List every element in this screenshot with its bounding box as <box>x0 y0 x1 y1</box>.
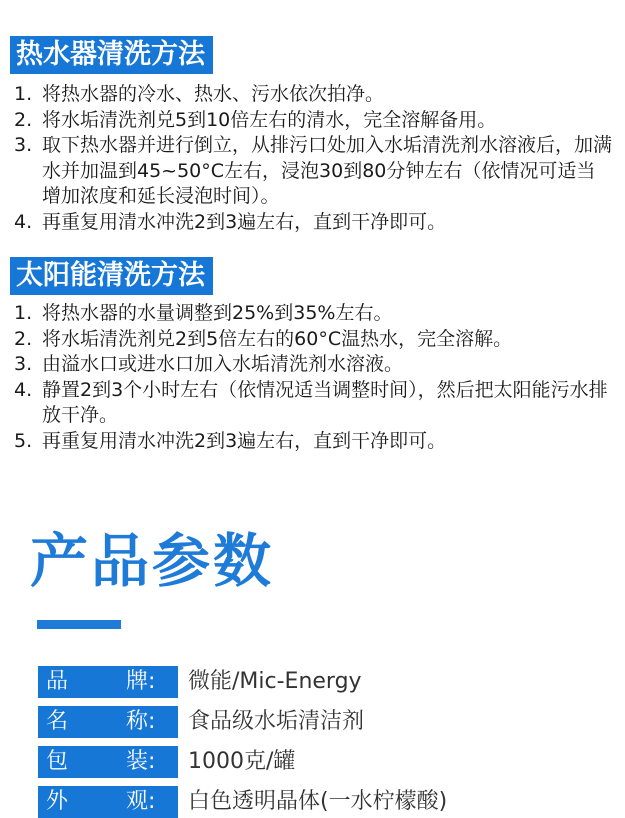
params-title: 产品参数 <box>30 527 275 595</box>
title-underline <box>37 620 121 629</box>
list-item: 2. 将水垢清洗剂兑2到5倍左右的60°C温热水，完全溶解。 <box>14 327 513 350</box>
param-label: 名 称: <box>38 706 178 738</box>
section-title-solar: 太阳能清洗方法 <box>10 257 213 295</box>
param-label: 包 装: <box>38 746 178 778</box>
solar-steps <box>14 301 614 455</box>
section-title-water-heater: 热水器清洗方法 <box>10 36 213 74</box>
list-item: 3. 取下热水器并进行倒立，从排污口处加入水垢清洗剂水溶液后，加满水并加温到45~50°C左右，浸泡30到80分钟左右（依情况可适当增加浓度和延长浸泡时间）。 <box>14 134 613 208</box>
param-value: 微能/Mic-Energy <box>188 669 362 694</box>
param-label: 外 观: <box>38 786 178 818</box>
param-value: 白色透明晶体(一水柠檬酸) <box>188 789 448 814</box>
list-item: 3. 由溢水口或进水口加入水垢清洗剂水溶液。 <box>14 353 404 376</box>
list-item: 5. 再重复用清水冲洗2到3遍左右，直到干净即可。 <box>14 429 447 452</box>
param-row-brand <box>38 666 598 698</box>
water-heater-steps <box>14 82 614 236</box>
list-item: 1. 将热水器的冷水、热水、污水依次拍净。 <box>14 83 385 105</box>
param-label: 品 牌: <box>38 666 178 698</box>
list-item: 4. 静置2到3个小时左右（依情况适当调整时间），然后把太阳能污水排放干净。 <box>14 378 608 427</box>
param-value: 1000克/罐 <box>188 749 296 774</box>
list-item: 2. 将水垢清洗剂兑5到10倍左右的清水，完全溶解备用。 <box>14 108 497 131</box>
param-row-appearance <box>38 786 598 818</box>
list-item: 4. 再重复用清水冲洗2到3遍左右，直到干净即可。 <box>14 210 447 233</box>
param-row-package <box>38 746 598 778</box>
param-row-name <box>38 706 598 738</box>
param-value: 食品级水垢清洁剂 <box>188 709 365 734</box>
list-item: 1. 将热水器的水量调整到25%到35%左右。 <box>14 302 393 324</box>
